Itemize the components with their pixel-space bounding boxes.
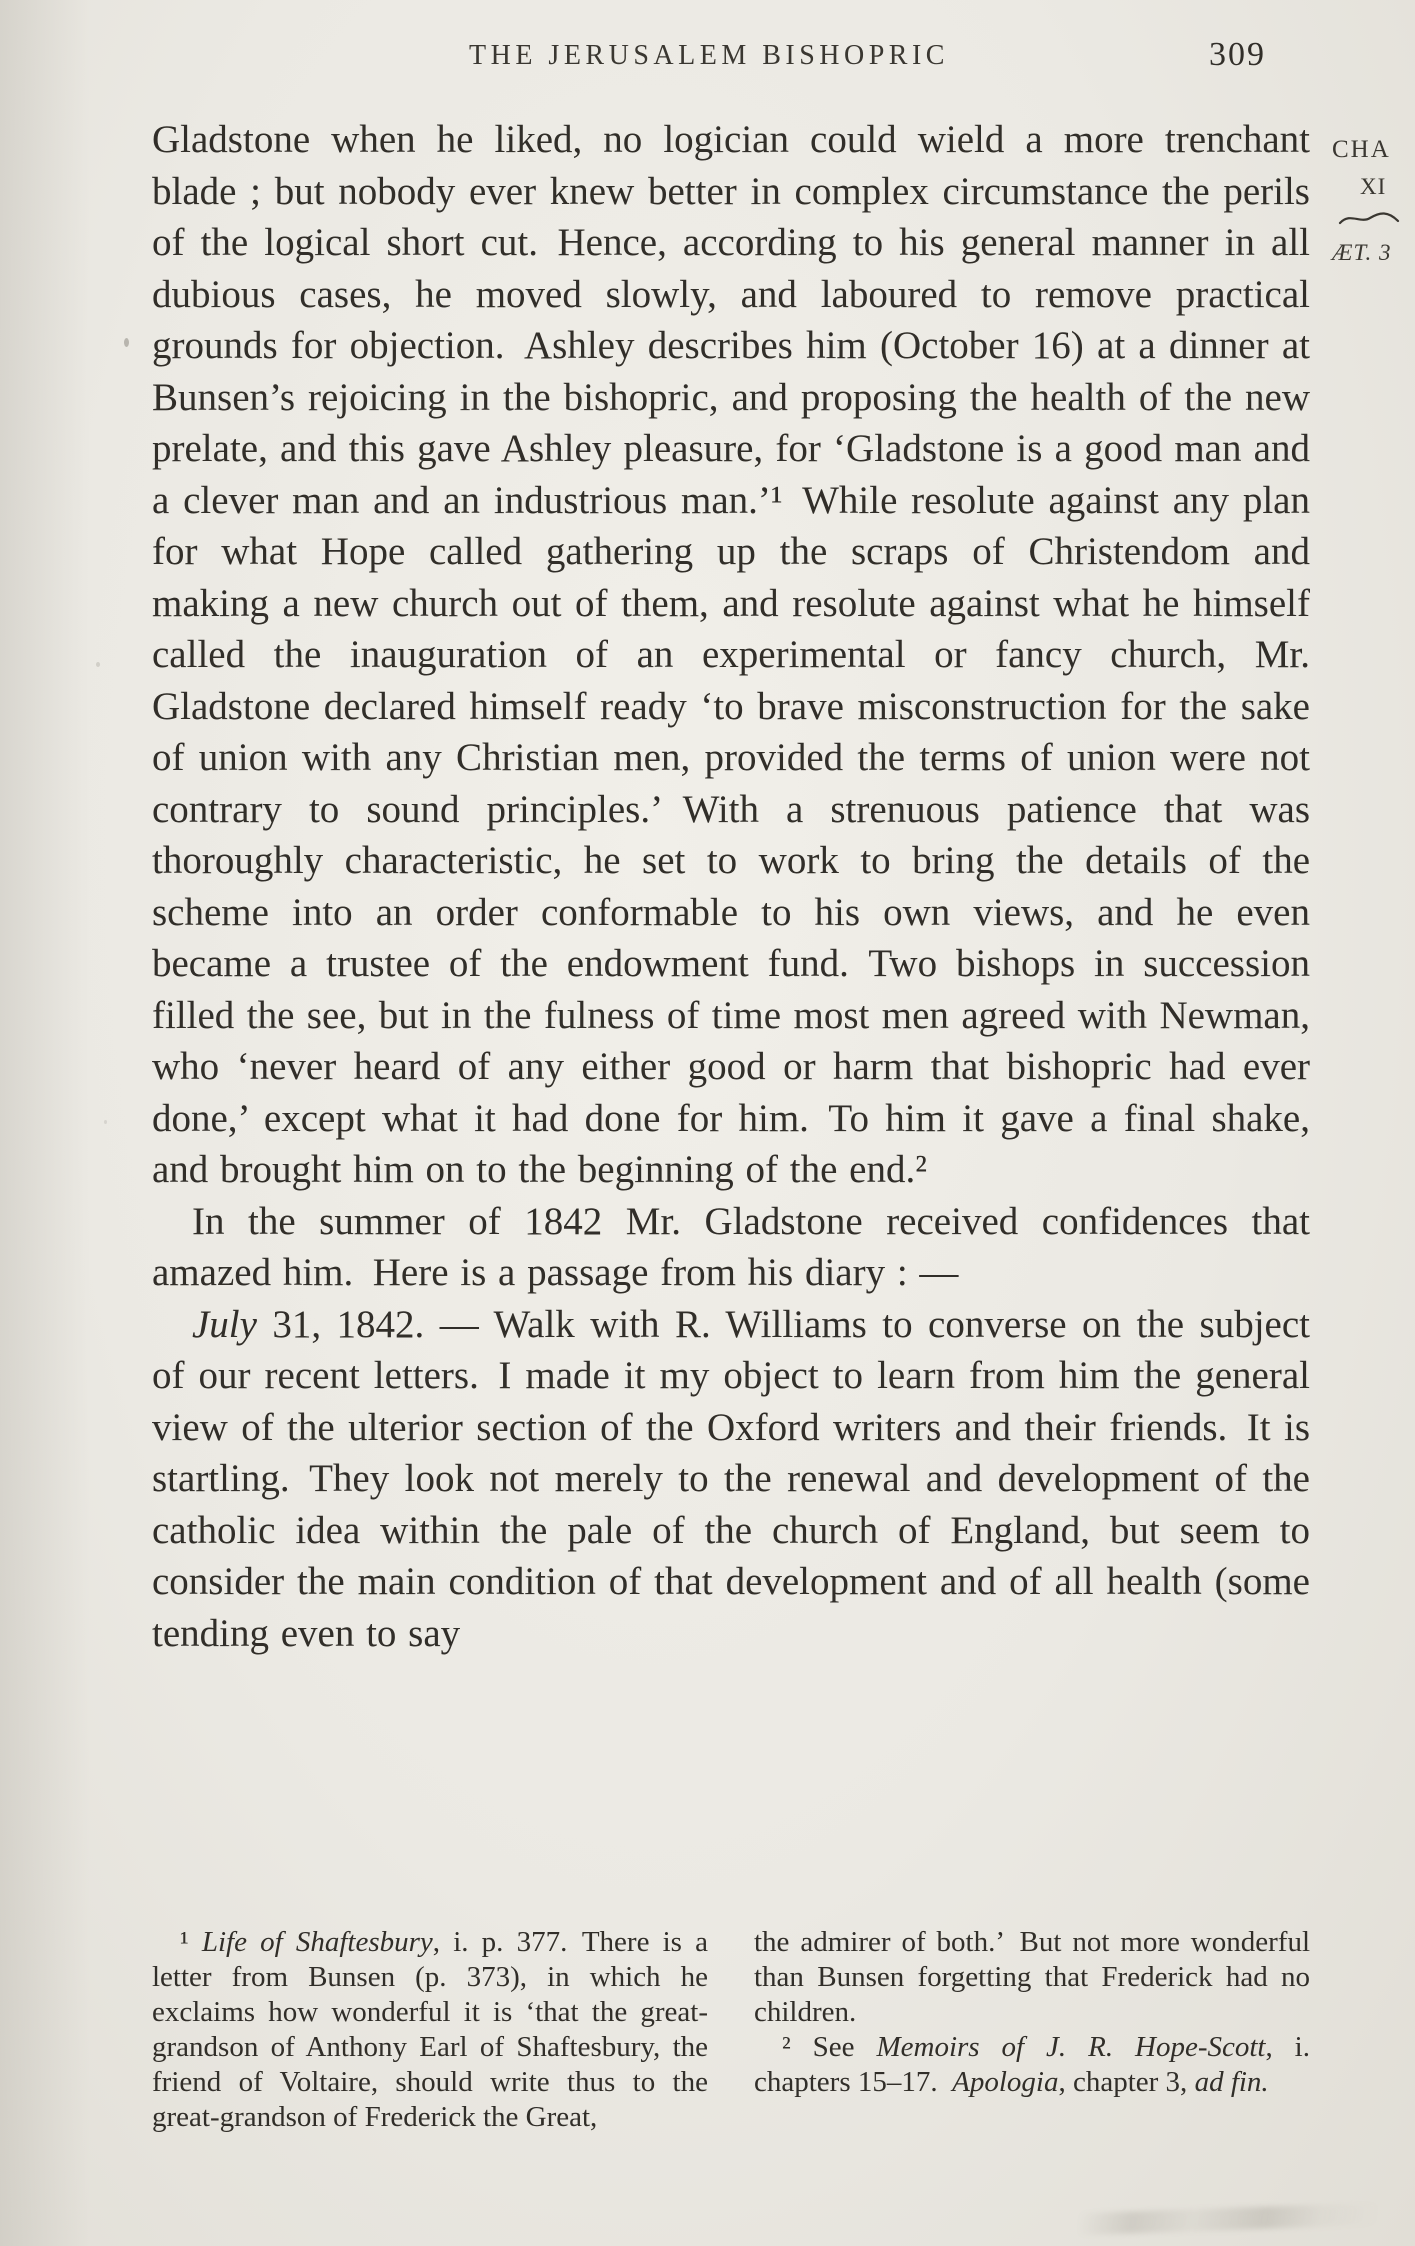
footnote-paragraph: ² See Memoirs of J. R. Hope-Scott, i. chapters 15–17. Apologia, chapter 3, ad fin. <box>754 2031 1310 2098</box>
footnote-paragraph: the admirer of both.’ But not more wonderful than Bunsen forgetting that Frederick had no children. <box>754 1926 1310 2028</box>
footnote-column-left <box>152 1925 708 2135</box>
margin-aetat: ÆT. 3 <box>1332 240 1392 265</box>
scan-artifact-speckle <box>124 338 129 347</box>
footnote-column-right <box>754 1925 1310 2135</box>
body-paragraph: Gladstone when he liked, no logician could wield a more trenchant blade ; but nobody ever knew better in complex circumstance the perils of the logical short cut. Hence, according to his general manner in all dubious cases, he moved slowly, and laboured to remove practical grounds for objection. Ashley describes him (October 16) at a dinner at Bunsen’s rejoicing in the bishopric, and proposing the health of the new prelate, and this gave Ashley pleasure, for ‘Gladstone is a good man and a clever man and an industrious man.’¹ While resolute against any plan for what Hope called gathering up the scraps of Christendom and making a new church out of them, and resolute against what he himself called the inauguration of an experimental or fancy church, Mr. Gladstone declared himself ready ‘to brave misconstruction for the sake of union with any Christian men, provided the terms of union were not contrary to sound principles.’ With a strenuous patience that was thoroughly characteristic, he set to work to bring the details of the scheme into an order conformable to his own views, and he even became a trustee of the endowment fund. Two bishops in succession filled the see, but in the fulness of time most men agreed with Newman, who ‘never heard of any either good or harm that bishopric had ever done,’ except what it had done for him. To him it gave a final shake, and brought him on to the beginning of the end.² <box>152 118 1310 1191</box>
body-text <box>152 114 1310 1659</box>
page-number: 309 <box>1209 36 1266 73</box>
scan-artifact-speckle <box>104 1120 107 1124</box>
body-paragraph: In the summer of 1842 Mr. Gladstone received confidences that amazed him. Here is a passage from his diary : — <box>152 1199 1310 1294</box>
margin-brace-icon <box>1338 210 1400 228</box>
margin-chapter-numeral: XI <box>1360 174 1387 199</box>
scan-edge-shading <box>0 0 90 2246</box>
margin-chapter-label: CHA <box>1332 136 1391 163</box>
footnote-paragraph: ¹ Life of Shaftesbury, i. p. 377. There is a letter from Bunsen (p. 373), in which he exclaims how wonderful it is ‘that the great-grandson of Anthony Earl of Shaftesbury, the friend of Voltaire, should write thus to the great-grandson of Frederick the Great, <box>152 1926 708 2133</box>
margin-notes <box>1332 136 1415 266</box>
running-title: THE JERUSALEM BISHOPRIC <box>469 40 949 71</box>
scan-smudge-bottom-right <box>1079 2203 1380 2235</box>
scan-artifact-speckle <box>96 662 100 667</box>
body-paragraph: July 31, 1842. — Walk with R. Williams to converse on the subject of our recent letters. I made it my object to learn from him the general view of the ulterior section of the Oxford writers and their friends. It is startling. They look not merely to the renewal and development of the catholic idea within the pale of the church of England, but seem to consider the main condition of that development and of all health (some tending even to say <box>152 1302 1310 1655</box>
footnotes <box>152 1925 1310 2135</box>
page-header <box>152 36 1266 84</box>
